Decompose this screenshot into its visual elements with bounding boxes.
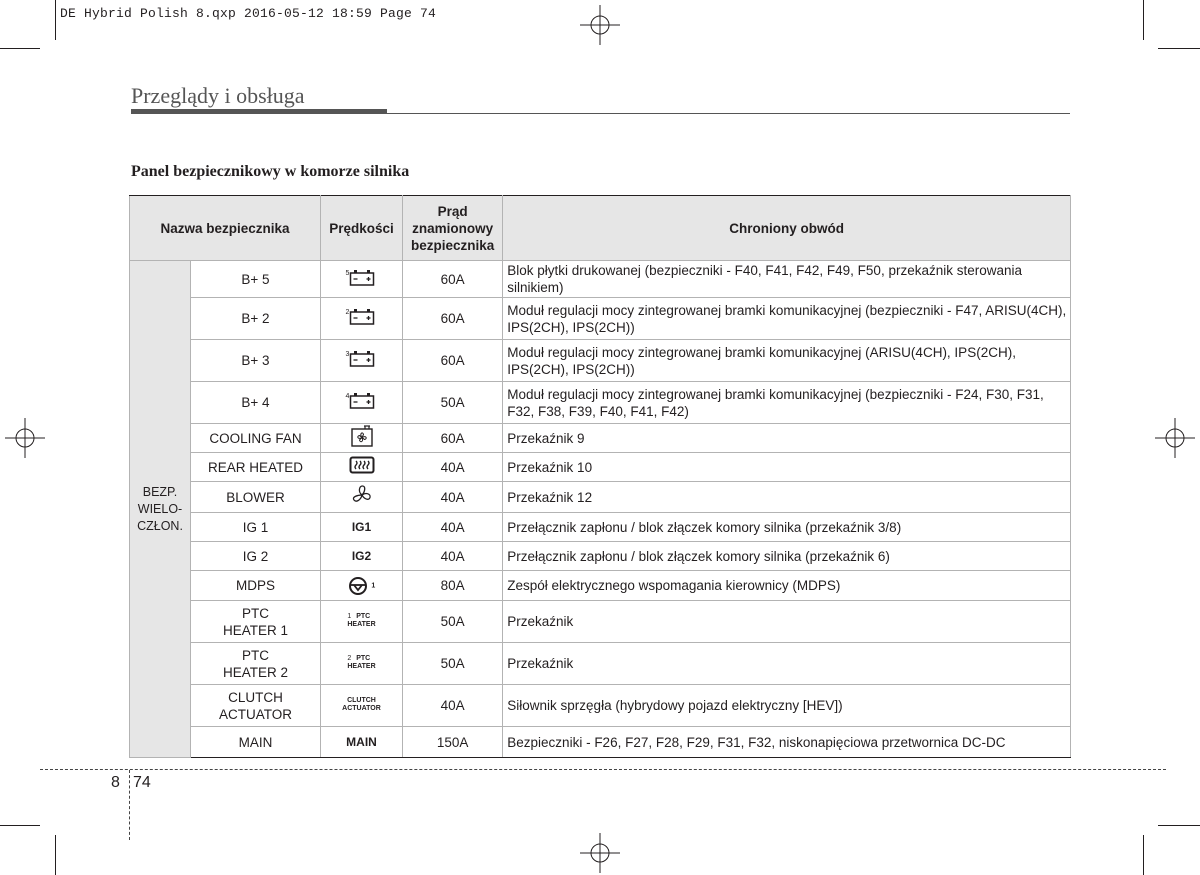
column-header-name: Nazwa bezpiecznika: [130, 196, 321, 261]
chapter-number: 8: [111, 774, 120, 791]
symbol-line: CLUTCH: [347, 697, 376, 704]
symbol-number: 3: [345, 351, 350, 358]
footer-rule: [40, 769, 1166, 770]
fuse-circuit: Przełącznik zapłonu / blok złączek komory silnika (przekaźnik 3/8): [503, 513, 1071, 542]
fuse-name: B+ 4: [191, 382, 321, 424]
fuse-rating: 60A: [403, 340, 503, 382]
fuse-name: COOLING FAN: [191, 424, 321, 453]
crop-mark: [55, 0, 56, 40]
print-slug: DE Hybrid Polish 8.qxp 2016-05-12 18:59 Page 74: [60, 6, 437, 21]
fuse-rating: 50A: [403, 643, 503, 685]
title-underline-rule: [387, 113, 1070, 114]
fuse-symbol: [321, 643, 403, 685]
table-row: [130, 513, 1071, 542]
table-row: [130, 571, 1071, 601]
symbol-label: IG1: [351, 520, 372, 534]
crop-mark: [1143, 0, 1144, 40]
fuse-circuit: Przekaźnik 9: [503, 424, 1071, 453]
registration-mark-icon: [1155, 418, 1195, 458]
symbol-line: HEATER: [347, 663, 376, 670]
fuse-circuit: Bezpieczniki - F26, F27, F28, F29, F31, F32, niskonapięciowa przetwornica DC-DC: [503, 727, 1071, 758]
fuse-symbol: [321, 571, 403, 601]
fuse-rating: 60A: [403, 298, 503, 340]
table-row: [130, 298, 1071, 340]
fuse-symbol: [321, 542, 403, 571]
fuse-circuit: Przekaźnik 10: [503, 453, 1071, 482]
fuse-circuit: Przekaźnik: [503, 601, 1071, 643]
fuse-circuit: Siłownik sprzęgła (hybrydowy pojazd elektryczny [HEV]): [503, 685, 1071, 727]
steering-wheel-icon: [348, 576, 368, 596]
column-header-circuit: Chroniony obwód: [503, 196, 1071, 261]
symbol-label: IG2: [351, 549, 372, 563]
fuse-table: [129, 195, 1071, 758]
table-row: [130, 261, 1071, 298]
table-row: [130, 382, 1071, 424]
battery-icon: [349, 392, 375, 409]
table-row: [130, 453, 1071, 482]
fuse-symbol: [321, 453, 403, 482]
table-row: [130, 643, 1071, 685]
fuse-symbol: [321, 601, 403, 643]
fuse-name: B+ 2: [191, 298, 321, 340]
symbol-number: 1: [347, 613, 352, 620]
table-row: [130, 424, 1071, 453]
crop-mark: [55, 835, 56, 875]
fuse-symbol: [321, 685, 403, 727]
fuse-rating: 60A: [403, 261, 503, 298]
cooling-fan-icon: [349, 425, 375, 447]
table-row: [130, 482, 1071, 513]
fuse-name: PTC HEATER 1: [191, 601, 321, 643]
fuse-rating: 40A: [403, 542, 503, 571]
fuse-name: MAIN: [191, 727, 321, 758]
fuse-name: B+ 3: [191, 340, 321, 382]
crop-mark: [1143, 835, 1144, 875]
battery-icon: [349, 269, 375, 286]
fuse-rating: 80A: [403, 571, 503, 601]
rear-defroster-icon: [349, 456, 375, 474]
column-header-rating: Prąd znamionowy bezpiecznika: [403, 196, 503, 261]
fuse-symbol: [321, 382, 403, 424]
symbol-number: 4: [345, 393, 350, 400]
table-row: [130, 542, 1071, 571]
fuse-circuit: Moduł regulacji mocy zintegrowanej bramki komunikacyjnej (ARISU(4CH), IPS(2CH), IPS(2CH), IPS(2CH)): [503, 340, 1071, 382]
table-row: [130, 340, 1071, 382]
fuse-group-label: BEZP. WIELO- CZŁON.: [130, 261, 191, 758]
table-row: [130, 601, 1071, 643]
footer-divider: [129, 770, 130, 840]
registration-mark-icon: [580, 833, 620, 873]
table-header-row: [130, 196, 1071, 261]
fuse-name: B+ 5: [191, 261, 321, 298]
fuse-circuit: Przekaźnik: [503, 643, 1071, 685]
fuse-rating: 150A: [403, 727, 503, 758]
crop-mark: [1158, 825, 1200, 826]
symbol-number: 2: [345, 309, 350, 316]
fuse-name: IG 2: [191, 542, 321, 571]
crop-mark: [1158, 48, 1200, 49]
chapter-title: Przeglądy i obsługa: [131, 83, 305, 108]
title-underline-bar: [131, 109, 387, 114]
battery-icon: [349, 350, 375, 367]
table-row: [130, 727, 1071, 758]
fuse-symbol: [321, 513, 403, 542]
symbol-number: 5: [345, 269, 350, 277]
symbol-label: MAIN: [346, 735, 377, 749]
fuse-name: MDPS: [191, 571, 321, 601]
symbol-line: PTC: [356, 613, 371, 620]
fuse-circuit: Przełącznik zapłonu / blok złączek komory silnika (przekaźnik 6): [503, 542, 1071, 571]
symbol-line: PTC: [356, 655, 371, 662]
fuse-symbol: [321, 424, 403, 453]
fuse-name: IG 1: [191, 513, 321, 542]
section-heading: Panel bezpiecznikowy w komorze silnika: [131, 163, 410, 180]
fuse-circuit: Przekaźnik 12: [503, 482, 1071, 513]
fuse-rating: 40A: [403, 513, 503, 542]
fuse-circuit: Zespół elektrycznego wspomagania kierownicy (MDPS): [503, 571, 1071, 601]
symbol-number: 2: [347, 655, 352, 662]
registration-mark-icon: [5, 418, 45, 458]
fuse-symbol: [321, 298, 403, 340]
fuse-rating: 40A: [403, 685, 503, 727]
symbol-number: 1: [371, 582, 376, 589]
battery-icon: [349, 308, 375, 325]
column-header-symbol: Prędkości: [321, 196, 403, 261]
fuse-circuit: Moduł regulacji mocy zintegrowanej bramki komunikacyjnej (bezpieczniki - F47, ARISU(4CH), IPS(2CH), IPS(2CH)): [503, 298, 1071, 340]
page-number: 74: [133, 774, 151, 791]
symbol-line: HEATER: [347, 621, 376, 628]
fuse-rating: 50A: [403, 601, 503, 643]
fuse-circuit: Blok płytki drukowanej (bezpieczniki - F40, F41, F42, F49, F50, przekaźnik sterowania silnikiem): [503, 261, 1071, 298]
blower-fan-icon: [350, 483, 374, 507]
crop-mark: [0, 48, 40, 49]
crop-mark: [0, 825, 40, 826]
fuse-symbol: [321, 727, 403, 758]
fuse-rating: 60A: [403, 424, 503, 453]
fuse-name: CLUTCH ACTUATOR: [191, 685, 321, 727]
fuse-rating: 40A: [403, 453, 503, 482]
fuse-symbol: [321, 340, 403, 382]
symbol-line: ACTUATOR: [342, 705, 381, 712]
fuse-circuit: Moduł regulacji mocy zintegrowanej bramki komunikacyjnej (bezpieczniki - F24, F30, F31, F32, F38, F39, F40, F41, F42): [503, 382, 1071, 424]
fuse-symbol: [321, 261, 403, 298]
table-row: [130, 685, 1071, 727]
fuse-rating: 50A: [403, 382, 503, 424]
registration-mark-icon: [580, 5, 620, 45]
fuse-rating: 40A: [403, 482, 503, 513]
fuse-name: BLOWER: [191, 482, 321, 513]
fuse-name: REAR HEATED: [191, 453, 321, 482]
fuse-symbol: [321, 482, 403, 513]
fuse-name: PTC HEATER 2: [191, 643, 321, 685]
